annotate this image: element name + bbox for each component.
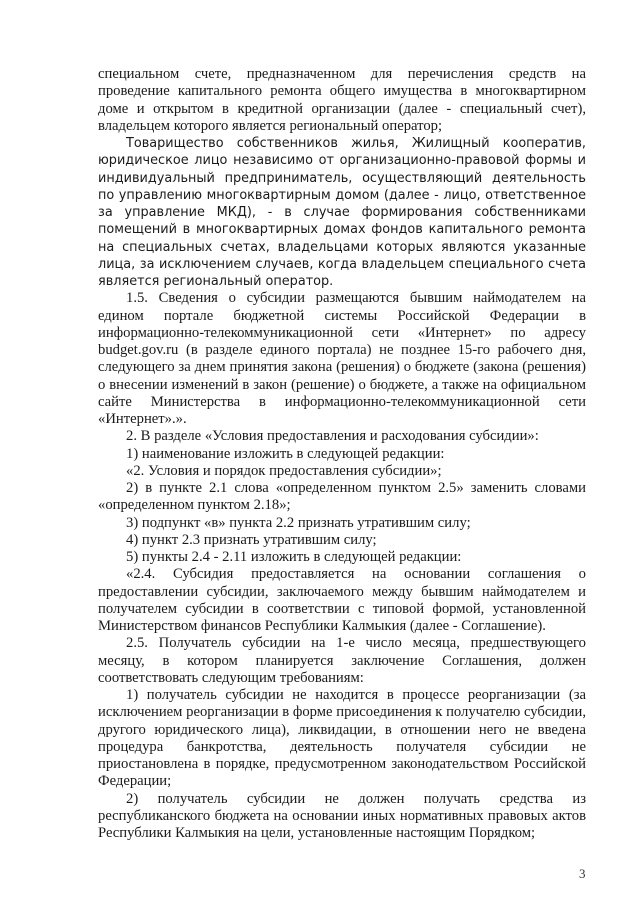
paragraph: 3) подпункт «в» пункта 2.2 признать утратившим силу; [126,514,471,531]
document-body [98,66,586,842]
paragraph: 2.5. Получатель субсидии на 1-е число месяца, предшествующего месяцу, в котором планируется заключение Соглашения, должен соответствовать следующим требованиям: [98,635,586,686]
paragraph: 1) получатель субсидии не находится в процессе реорганизации (за исключением реорганизации в форме присоединения к получателю субсидии, другого юридического лица), ликвидации, в отношении него не введена процедура банкротства, деятельность получателя субсидии не приостановлена в порядке, предусмотренном законодательством Российской Федерации; [98,687,586,790]
paragraph: 2. В разделе «Условия предоставления и расходования субсидии»: [126,428,539,445]
page-number: 3 [579,866,586,881]
paragraph: 1.5. Сведения о субсидии размещаются бывшим наймодателем на едином портале бюджетной системы Российской Федерации в информационно-телекоммуникационной сети «Интернет» по адресу budget.gov.ru (в разделе единого портала) не позднее 15-го рабочего дня, следующего за днем принятия закона (решения) о бюджете (закона (решения) о внесении изменений в закон (решение) о бюджете, а также на официальном сайте Министерства в информационно-телекоммуникационной сети «Интернет».». [98,290,586,427]
paragraph: 2) в пункте 2.1 слова «определенном пунктом 2.5» заменить словами «определенном пунктом 2.18»; [98,480,586,514]
paragraph: «2. Условия и порядок предоставления субсидии»; [126,462,442,479]
paragraph: специальном счете, предназначенном для перечисления средств на проведение капитального ремонта общего имущества в многоквартирном доме и открытом в кредитной организации (далее - специальный счет), владельцем которого является региональный оператор; [98,66,586,134]
paragraph: Товарищество собственников жилья, Жилищный кооператив, юридическое лицо независимо от организационно-правовой формы и индивидуальный предприниматель, осуществляющий деятельность по управлению многоквартирным домом (далее - лицо, ответственное за управление МКД), - в случае формирования собственниками помещений в многоквартирных домах фондов капитального ремонта на специальных счетах, владельцами которых являются указанные лица, за исключением случаев, когда владельцем специального счета является региональный оператор. [98,136,586,289]
paragraph: 4) пункт 2.3 признать утратившим силу; [126,531,377,548]
paragraph: 1) наименование изложить в следующей редакции: [126,445,445,462]
paragraph: «2.4. Субсидия предоставляется на основании соглашения о предоставлении субсидии, заключаемого между бывшим наймодателем и получателем субсидии в соответствии с типовой формой, установленной Министерством финансов Республики Калмыкия (далее - Соглашение). [98,566,586,634]
paragraph: 2) получатель субсидии не должен получать средства из республиканского бюджета на основании иных нормативных правовых актов Республики Калмыкия на цели, установленные настоящим Порядком; [98,790,586,841]
paragraph: 5) пункты 2.4 - 2.11 изложить в следующей редакции: [126,549,462,565]
